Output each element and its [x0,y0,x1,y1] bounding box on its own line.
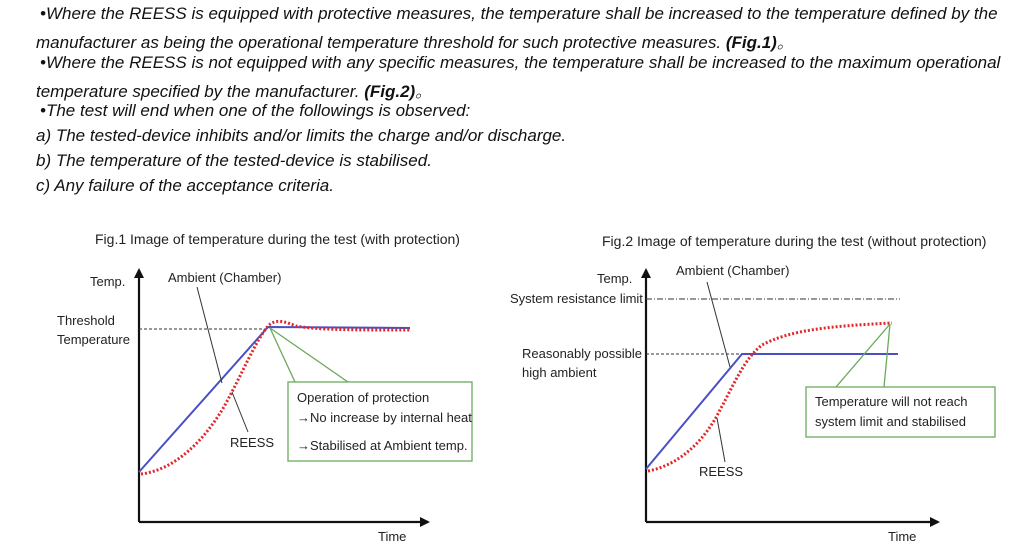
fig2-title: Fig.2 Image of temperature during the test (without protection) [602,233,987,249]
intro-line-1: •Where the REESS is equipped with protective measures, the temperature shall be increased to the temperature defined by the [40,4,998,23]
fig2-callout-line-2: system limit and stabilised [815,414,966,429]
fig2-diagram [510,233,995,544]
intro-line-7: b) The temperature of the tested-device is stabilised. [36,151,432,170]
fig1-callout-line-2: →No increase by internal heat [297,410,472,425]
fig1-threshold-label-2: Temperature [57,332,130,347]
fig2-reess-label: REESS [699,464,744,479]
fig2-callout-pointer-b [884,324,890,387]
fig2-reess-pointer [717,418,725,462]
fig1-ambient-pointer [197,287,222,383]
fig2-ambient-label: Ambient (Chamber) [676,263,790,278]
intro-line-2: manufacturer as being the operational temperature threshold for such protective measures. (Fig.1)。 [36,33,794,52]
fig2-callout-line-1: Temperature will not reach [815,394,968,409]
fig2-callout-pointer-a [836,324,890,387]
intro-line-4: temperature specified by the manufacturer. (Fig.2)。 [36,82,433,101]
fig1-reess-label: REESS [230,435,275,450]
fig1-callout-line-3: →Stabilised at Ambient temp. [297,438,468,453]
fig1-reess-pointer [232,392,248,432]
fig1-callout-line-1: Operation of protection [297,390,430,405]
intro-line-3: •Where the REESS is not equipped with any specific measures, the temperature shall be increased to the maximum operational [40,53,1001,72]
fig2-x-label: Time [888,529,917,544]
fig1-callout-pointer-b [270,328,348,382]
fig2-high-ambient-label-2: high ambient [522,365,597,380]
fig1-ambient-label: Ambient (Chamber) [168,270,282,285]
fig1-threshold-label-1: Threshold [57,313,115,328]
intro-line-8: c) Any failure of the acceptance criteria. [36,176,334,195]
fig2-high-ambient-label-1: Reasonably possible [522,346,642,361]
fig2-limit-label: System resistance limit [510,291,643,306]
fig2-y-label: Temp. [597,271,633,286]
fig1-title: Fig.1 Image of temperature during the test (with protection) [95,231,460,247]
fig1-diagram [57,231,472,544]
intro-line-6: a) The tested-device inhibits and/or limits the charge and/or discharge. [36,126,567,145]
fig1-x-label: Time [378,529,407,544]
intro-line-5: •The test will end when one of the followings is observed: [40,101,471,120]
fig1-y-label: Temp. [90,274,126,289]
